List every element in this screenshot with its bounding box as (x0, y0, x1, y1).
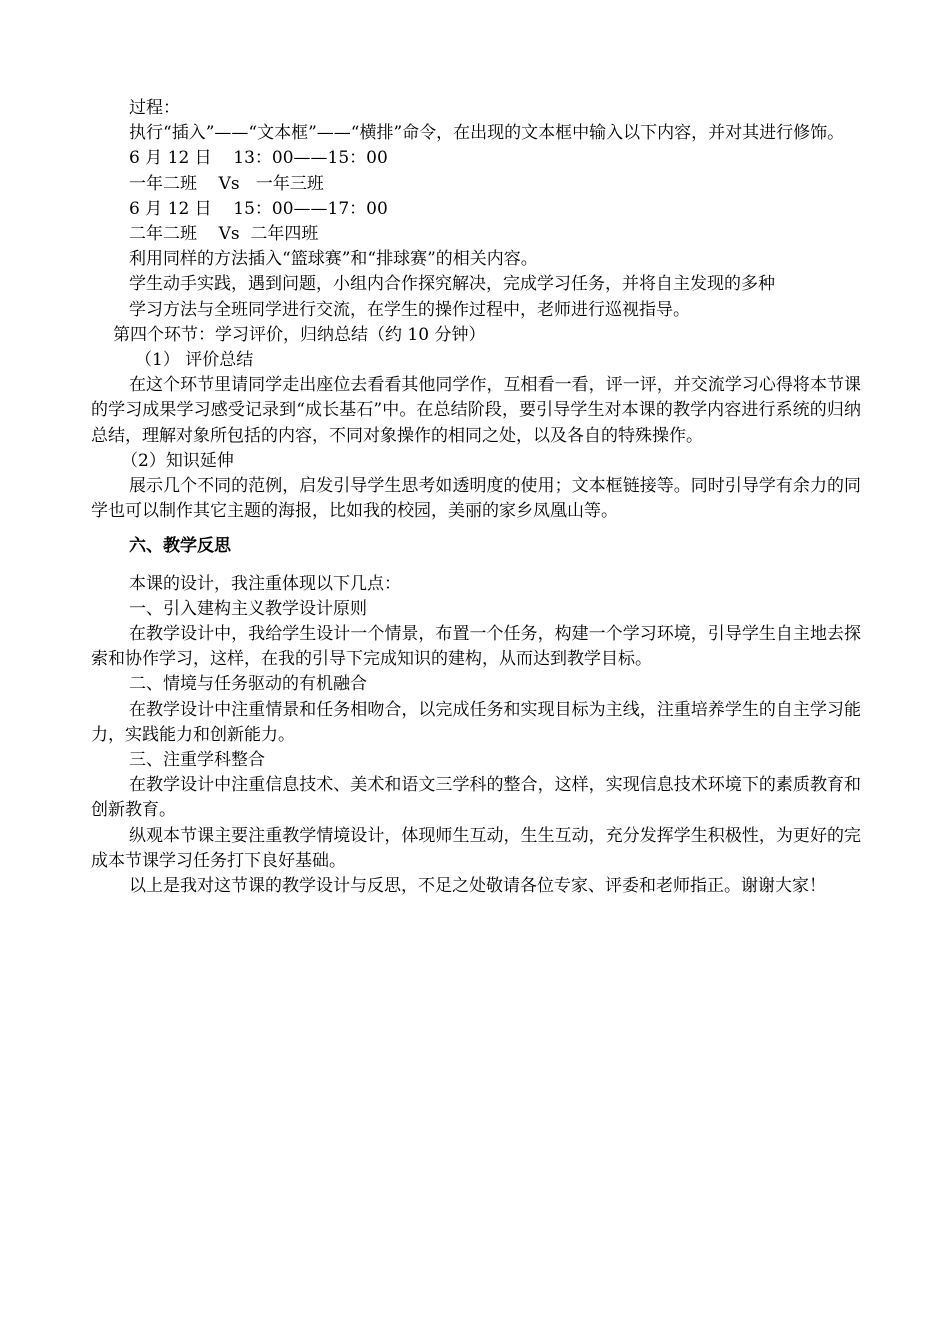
schedule-line: 一年二班 Vs 一年三班 (129, 173, 324, 194)
schedule-line: 6 月 12 日 13：00——15：00 (129, 148, 388, 169)
point-paragraph: 在教学设计中注重情景和任务相吻合，以完成任务和实现目标为主线，注重培养学生的自主学习能力，实践能力和创新能力。 (91, 699, 861, 745)
overview-paragraph: 纵观本节课主要注重教学情境设计，体现师生互动，生生互动，充分发挥学生积极性，为更好的完成本节课学习任务打下良好基础。 (91, 825, 861, 871)
instruction-paragraph: 执行“插入”——“文本框”——“横排”命令，在出现的文本框中输入以下内容，并对其进行修饰。 (129, 123, 845, 144)
extension-title: （2）知识延伸 (121, 450, 234, 471)
point-paragraph: 在教学设计中，我给学生设计一个情景，布置一个任务，构建一个学习环境，引导学生自主地去探索和协作学习，这样，在我的引导下完成知识的建构，从而达到教学目标。 (91, 624, 861, 670)
schedule-line: 二年二班 Vs 二年四班 (129, 224, 319, 245)
section-heading: 六、教学反思 (129, 536, 231, 557)
evaluation-paragraph: 在这个环节里请同学走出座位去看看其他同学作，互相看一看，评一评，并交流学习心得将本节课的学习成果学习感受记录到“成长基石”中。在总结阶段，要引导学生对本课的教学内容进行系统的归纳总结，理解对象所包括的内容，不同对象操作的相同之处，以及各自的特殊操作。 (91, 375, 861, 446)
point-title: 三、注重学科整合 (129, 750, 265, 771)
practice-line-2: 学习方法与全班同学进行交流，在学生的操作过程中，老师进行巡视指导。 (129, 299, 690, 320)
schedule-line: 6 月 12 日 15：00——17：00 (129, 198, 388, 219)
step4-title: 第四个环节：学习评价，归纳总结（约 10 分钟） (113, 324, 486, 345)
point-title: 一、引入建构主义教学设计原则 (129, 598, 367, 619)
closing-paragraph: 以上是我对这节课的教学设计与反思，不足之处敬请各位专家、评委和老师指正。谢谢大家！ (129, 876, 826, 897)
process-label: 过程： (129, 98, 180, 118)
evaluation-title: （1） 评价总结 (135, 350, 254, 371)
document-page (91, 96, 861, 899)
reflection-intro: 本课的设计，我注重体现以下几点： (129, 573, 401, 594)
point-paragraph: 在教学设计中注重信息技术、美术和语文三学科的整合，这样，实现信息技术环境下的素质教育和创新教育。 (91, 775, 861, 821)
point-title: 二、情境与任务驱动的有机融合 (129, 674, 367, 695)
extension-paragraph: 展示几个不同的范例，启发引导学生思考如透明度的使用；文本框链接等。同时引导学有余力的同学也可以制作其它主题的海报，比如我的校园，美丽的家乡凤凰山等。 (91, 476, 861, 522)
practice-line-1: 学生动手实践，遇到问题，小组内合作探究解决，完成学习任务，并将自主发现的多种 (129, 274, 775, 295)
same-method-paragraph: 利用同样的方法插入“篮球赛”和“排球赛”的相关内容。 (129, 249, 538, 270)
